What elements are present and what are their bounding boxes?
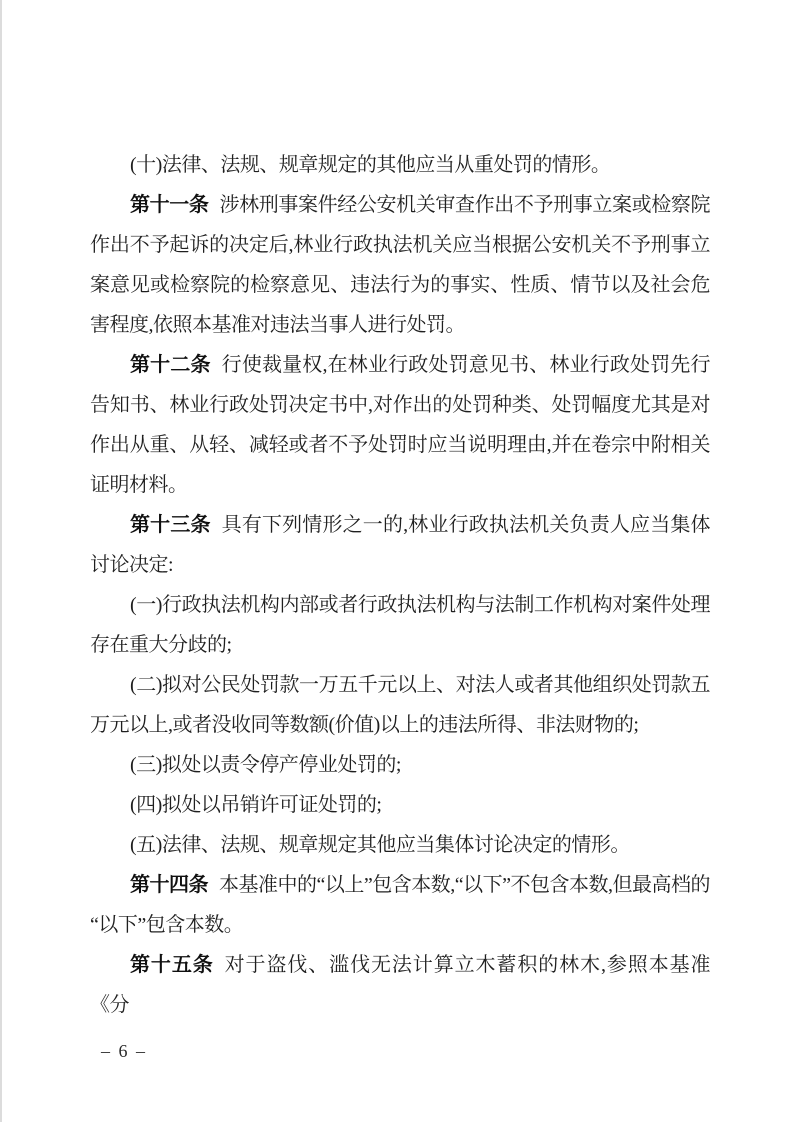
clause-item-10 <box>90 145 710 185</box>
clause-item-4 <box>90 785 710 825</box>
article-14-number: 第十四条 <box>130 874 208 896</box>
clause-item-3-text: (三)拟处以责令停产停业处罚的; <box>130 754 401 776</box>
clause-item-1 <box>90 585 710 665</box>
page-number: – 6 – <box>101 1041 147 1061</box>
clause-item-5-text: (五)法律、法规、规章规定其他应当集体讨论决定的情形。 <box>130 834 630 856</box>
article-15-text: 对于盗伐、滥伐无法计算立木蓄积的林木,参照本基准《分 <box>90 954 711 1016</box>
article-12-text: 行使裁量权,在林业行政处罚意见书、林业行政处罚先行告知书、林业行政处罚决定书中,对作出的处罚种类、处罚幅度尤其是对作出从重、从轻、减轻或者不予处罚时应当说明理由,并在卷宗中附相关证明材料。 <box>90 354 711 496</box>
clause-item-4-text: (四)拟处以吊销许可证处罚的; <box>130 794 382 816</box>
article-11-paragraph <box>90 185 710 345</box>
document-body <box>90 145 710 1025</box>
article-14-paragraph <box>90 865 710 945</box>
scan-edge-line <box>0 0 2 1122</box>
article-14-text: 本基准中的“以上”包含本数,“以下”不包含本数,但最高档的“以下”包含本数。 <box>90 874 711 936</box>
clause-item-1-text: (一)行政执法机构内部或者行政执法机构与法制工作机构对案件处理存在重大分歧的; <box>90 594 710 656</box>
article-12-paragraph <box>90 345 710 505</box>
article-11-number: 第十一条 <box>130 194 209 216</box>
article-15-paragraph <box>90 945 710 1025</box>
article-13-paragraph <box>90 505 710 585</box>
clause-item-2-text: (二)拟对公民处罚款一万五千元以上、对法人或者其他组织处罚款五万元以上,或者没收同等数额(价值)以上的违法所得、非法财物的; <box>90 674 710 736</box>
article-13-text: 具有下列情形之一的,林业行政执法机关负责人应当集体讨论决定: <box>90 514 711 576</box>
clause-item-3 <box>90 745 710 785</box>
article-12-number: 第十二条 <box>130 354 211 376</box>
article-15-number: 第十五条 <box>130 954 214 976</box>
clause-item-5 <box>90 825 710 865</box>
clause-item-10-text: (十)法律、法规、规章规定的其他应当从重处罚的情形。 <box>130 154 611 176</box>
article-13-number: 第十三条 <box>130 514 211 536</box>
article-11-text: 涉林刑事案件经公安机关审查作出不予刑事立案或检察院作出不予起诉的决定后,林业行政执法机关应当根据公安机关不予刑事立案意见或检察院的检察意见、违法行为的事实、性质、情节以及社会危害程度,依照本基准对违法当事人进行处罚。 <box>90 194 710 336</box>
clause-item-2 <box>90 665 710 745</box>
